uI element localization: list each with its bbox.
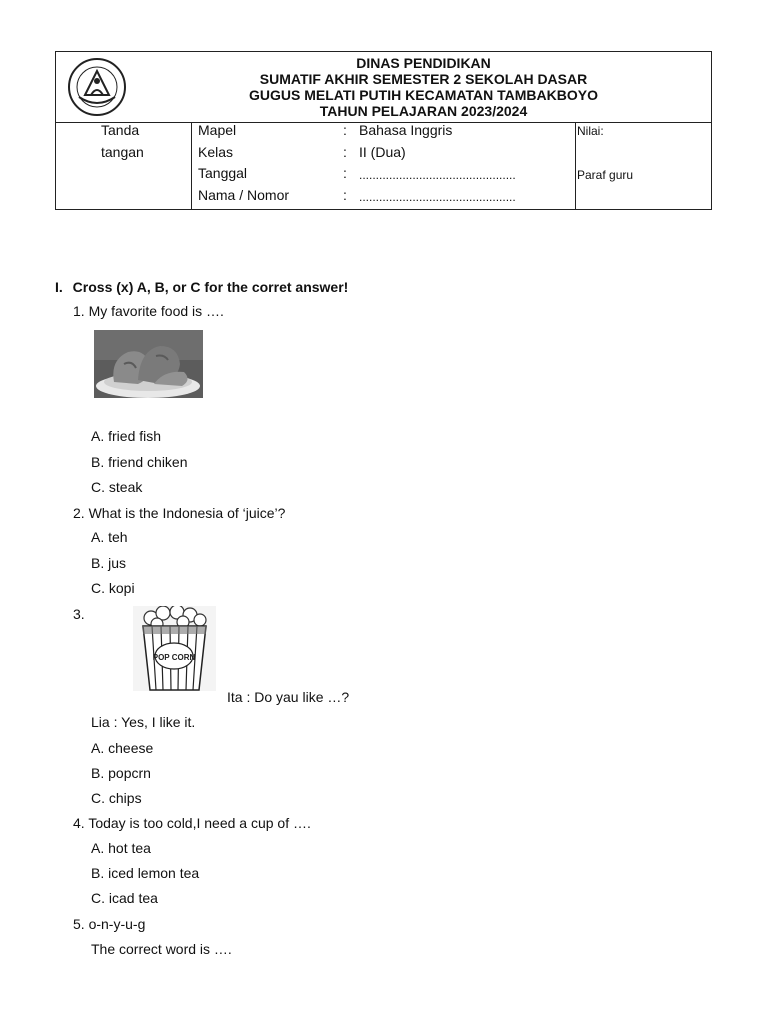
tanggal-label: Tanggal (198, 165, 248, 181)
nama-label: Nama / Nomor (198, 187, 290, 203)
q2-option-b[interactable]: B. jus (91, 555, 127, 571)
q2-text: 2. What is the Indonesia of ‘juice’? (73, 505, 286, 521)
kelas-sep: : (343, 144, 347, 160)
q4-option-c[interactable]: C. icad tea (91, 890, 158, 906)
header-title-area (56, 52, 711, 123)
title-line-4: TAHUN PELAJARAN 2023/2024 (319, 103, 528, 119)
q5-text: 5. o-n-y-u-g (73, 916, 146, 932)
header-titles (136, 55, 711, 119)
q5-subtext: The correct word is …. (91, 941, 232, 957)
q3-lia-line: Lia : Yes, I like it. (91, 714, 196, 730)
q2-option-a[interactable]: A. teh (91, 529, 128, 545)
q2-option-c[interactable]: C. kopi (91, 580, 135, 596)
section-number: I. (55, 279, 63, 295)
nama-value: ............................................... (359, 190, 516, 204)
kelas-label: Kelas (198, 144, 234, 160)
tangan-label: tangan (101, 144, 144, 160)
kelas-value: II (Dua) (359, 144, 406, 160)
tut-wuri-handayani-logo (65, 57, 129, 117)
tanggal-sep: : (343, 165, 347, 181)
header-box (55, 51, 712, 210)
section-instruction: Cross (x) A, B, or C for the corret answer! (72, 279, 349, 295)
title-line-2: SUMATIF AKHIR SEMESTER 2 SEKOLAH DASAR (259, 71, 588, 87)
title-line-1: DINAS PENDIDIKAN (356, 55, 491, 71)
nilai-label: Nilai: (577, 124, 604, 138)
q1-option-b[interactable]: B. friend chiken (91, 454, 188, 470)
fried-chicken-image (94, 330, 203, 398)
section-heading (55, 279, 348, 295)
q3-option-c[interactable]: C. chips (91, 790, 142, 806)
divider-left (191, 122, 192, 209)
mapel-label: Mapel (198, 122, 237, 138)
paraf-label: Paraf guru (577, 168, 634, 182)
mapel-sep: : (343, 122, 347, 138)
popcorn-label: POP CORN (152, 653, 196, 662)
q4-text: 4. Today is too cold,I need a cup of …. (73, 815, 311, 831)
q1-option-c[interactable]: C. steak (91, 479, 143, 495)
q3-option-a[interactable]: A. cheese (91, 740, 154, 756)
tanggal-value: ............................................... (359, 168, 516, 182)
q1-option-a[interactable]: A. fried fish (91, 428, 162, 444)
popcorn-image (133, 606, 216, 691)
q4-option-b[interactable]: B. iced lemon tea (91, 865, 200, 881)
tanda-label: Tanda (101, 122, 140, 138)
nama-sep: : (343, 187, 347, 203)
q4-option-a[interactable]: A. hot tea (91, 840, 151, 856)
divider-right (575, 122, 576, 209)
mapel-value: Bahasa Inggris (359, 122, 453, 138)
q3-ita-line: Ita : Do yau like …? (227, 689, 350, 705)
q3-option-b[interactable]: B. popcrn (91, 765, 151, 781)
title-line-3: GUGUS MELATI PUTIH KECAMATAN TAMBAKBOYO (249, 87, 598, 103)
q3-number: 3. (73, 606, 85, 622)
q1-text: 1. My favorite food is …. (73, 303, 224, 319)
